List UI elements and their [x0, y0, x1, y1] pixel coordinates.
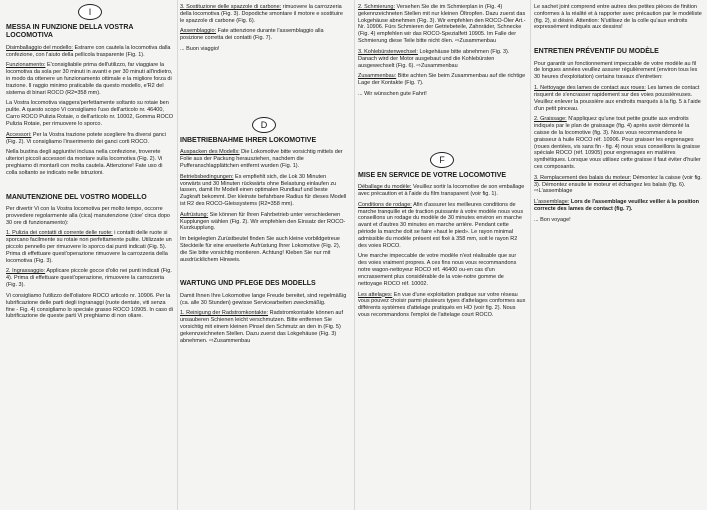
- section-heading: WARTUNG UND PFLEGE DES MODELLS: [180, 280, 316, 288]
- paragraph: Vi consigliamo l'utilizzo dell'oliatore ROCO articolo nr. 10906. Per la lubrificazione delle parti degli ingranaggi (ruote dentate, viti senza fine - Fig. 4) consigliamo lo speciale grasso ROCO 10905. In caso di lubrificazione de queste parti Vi preghiamo di non oliare.: [6, 292, 173, 320]
- paragraph: Une marche impeccable de votre modèle n'est réalisable que sur des voies vraiment propres. A ces fins nous vous recommandons notre wagon-nettoyeur ROCO réf. 46400 ou-en cas d'un encrassement plus considérable de la voie-notre gomme de nettoyage ROCO réf. 10002.: [358, 253, 517, 287]
- section-heading: INBETRIEBNAHME IHRER LOKOMOTIVE: [180, 136, 317, 144]
- paragraph: ... Buon viaggio!: [180, 46, 220, 53]
- paragraph: Auspacken des Modells: Die Lokomotive bitte vorsichtig mittels der Folie aus der Packung herausziehen, nachdem die Pufferanschlagplättchen entfernt wurden (Fig. 1).: [180, 149, 343, 169]
- paragraph: Assemblaggio: Fate attenzione durante l'assemblaggio alla posizione corretta dei contatti (Fig. 7).: [180, 28, 324, 42]
- paragraph: La Vostra locomotiva viaggera'perfettamente soltanto su rotaie ben pulite. A questo scopo Vi consigliamo l'uso dell'articolo nr. 46400, Carro ROCO Pulizia Rotaie, o dell'articolo nr. 10002, Gomma ROCO Pulizia Rotaie, per rimuovere lo sporco.: [6, 100, 174, 127]
- paragraph: L'assemblage: Lors de l'assemblage veuillez veiller à la position correcte des lames de contact (fig. 7).: [534, 199, 699, 213]
- section-heading: ENTRETIEN PRÉVENTIF DU MODÈLE: [534, 48, 659, 56]
- paragraph: Les attelages: En vue d'une exploitation pratique sur votre réseau vous pouvez choisir parmi plusieurs types d'attelages conformes aux différents systèmes d'attelage pratiqués en HO (voir fig. 2). Nous vous recommandons l'emploi de l'attelage court ROCO.: [358, 291, 526, 318]
- language-badge-d: D: [252, 117, 276, 133]
- section-heading: MESSA IN FUNZIONE DELLA VOSTRA LOCOMOTIVA: [6, 24, 134, 40]
- paragraph: ... Bon voyage!: [534, 216, 571, 223]
- paragraph: Damit Ihnen Ihre Lokomotive lange Freude bereitet, sind regelmäßig (ca. alle 30 Stunden) gewisse Servicearbeiten zweckmäßig.: [180, 292, 347, 306]
- paragraph: 3. Remplacement des balais du moteur: Démontez la caisse (voir fig. 3). Démontez ensuite le moteur et échangez les balais (fig. 6). ⇨L'assemblage: [534, 174, 702, 195]
- paragraph: 3. Sostituzione delle spazzole di carbone: rimuovere la carrozzeria della locomotiva (Fig. 3). Dopodiche smontare il motore e sostituire le spazzole di carbone (Fig. 6).: [180, 4, 343, 24]
- column-divider: [177, 0, 178, 510]
- paragraph: 2. Ingrassaggio: Applicare piccole gocce d'olio nei punti indicati (Fig. 4). Prima di effettuare quest'operazione, rimuovere la carrozzeria (Fig. 3).: [6, 268, 172, 289]
- paragraph: Nella bustina degli aggiuntivi inclusa nella confezione, troverete ulteriori piccoli accessori da montare sulla locomotiva (Fig. 2). Vi preghiamo di montarli con molta cautela. Attenzione! Fate uso di colla soltanto se indicato nelle istruzioni.: [6, 149, 163, 176]
- paragraph: Aufrüstung: Sie können für Ihren Fahrbetrieb unter verschiedenen Kupplungen wählen (Fig. 2). Wir empfehlen den Einsatz der ROCO-Kurzkupplung.: [180, 211, 346, 232]
- paragraph: 2. Graissage: N'appliquez qu'une tout petite goutte aux endroits indiqués par le plan de graissage (fig. 4) après avoir démonté la caisse de la locomotive (fig. 3). Nous vous recommandons le graisseur à huile ROCO réf. 10906. Pour graisser les engrenages (roues dentées, vis sans fin - fig. 4) nous vous conseillons la graisse spéciale ROCO (réf. 10905) pour engrenages en matières synthétiques. Lorsque vous utilisez cette graisse il faut éviter d'huiler ces composants.: [534, 116, 701, 171]
- paragraph: Zusammenbau: Bitte achten Sie beim Zusammenbau auf die richtige Lage der Kontakte (Fig. 7).: [358, 73, 526, 87]
- paragraph: Conditions de rodage: Afin d'assurer les meilleures conditions de marche tranquille et de traction puissante à votre modèle nous vous conseillons un rodage du modèle de 30 minutes environ en marche avant et d'autres 30 minutes en marche arrière. Pendant cette période la marche doit se faire «haut le pied». Le rayon minimal admissible du modèle présent est fixé à 358 mm, soit le rayon R2 des voies ROCO.: [358, 201, 524, 249]
- language-badge-i: I: [78, 4, 102, 20]
- paragraph: Accessori: Per la Vostra trazione potete scegliere fra diversi ganci (Fig. 2). Vi consigliamo l'inserimento dei ganci corti ROCO.: [6, 131, 166, 145]
- column-german: [180, 4, 348, 349]
- paragraph: Funzionamento: E'consigliabile prima dell'utilizzo, far viaggiare la locomotiva da sola per 30 minuti in avanti e per 30 minuti all'indietro, in modo da ottenere un funzionamento ottimale e la migliore forza di trazione. Il raggio minimo praticabile da questo modello, e'R2 del sistema di binari ROCO (R2=358 mm).: [6, 62, 173, 96]
- page-fold: [354, 0, 355, 510]
- column-divider: [530, 0, 531, 510]
- paragraph: 1. Pulizia dei contatti di corrente delle ruote: i contatti delle ruote si sporcano facilmente su rotaie non perfettamente pulite. Utilizzate un piccolo pennello per rimuovere lo sporco dai punti indicati (Fig. 5). Prima di effettuare quest'operazione rimuovere la carrozzeria della locomotiva (Fig. 3).: [6, 230, 172, 264]
- column-italian: [6, 4, 174, 324]
- paragraph: Pour garantir un fonctionnement impeccable de votre modèle au fil de longues années veuillez assurer régulièrement (environ tous les 30 heures d'exploitation) certains travaux d'entretien:: [534, 60, 698, 81]
- section-heading: MANUTENZIONE DEL VOSTRO MODELLO: [6, 193, 147, 201]
- paragraph: Betriebsbedingungen: Es empfiehlt sich, die Lok 30 Minuten vorwärts und 30 Minuten rückwärts ohne Belastung einlaufen zu lassen, damit Ihr Modell einen optimalen Rundlauf und beste Zugkraft bekommt. Der kleinste befahrbare Radius für dieses Modell ist R2 des ROCO-Gleissystems (R2=358 mm).: [180, 173, 347, 207]
- paragraph: Déballage du modèle: Veuillez sortir la locomotive de son emballage avec précaution et à l'aide du film transparent (voir fig. 1).: [358, 184, 525, 197]
- paragraph: Le sachet joint comprend entre autres des petites pièces de finition conformes à la réalité et à rapporter avec précaution par le modéliste (fig. 2), si désiré. Attention: N'utilisez de la colle qu'aux endroits expressément indiqués aux dessins!: [534, 4, 702, 31]
- paragraph: Im beigelegten Zurüstbeutel finden Sie auch kleine vorbildgetreue Steckteile für eine erweiterte Aufrüstung Ihrer Lokomotive (Fig. 2), die Sie bitte vorsichtig montieren. Achtung! Kleben Sie nur mit ausdrücklichem Hinweis.: [180, 236, 341, 263]
- language-badge-f: F: [430, 152, 454, 168]
- paragraph: 2. Schmierung: Versehen Sie die im Schmierplan in (Fig. 4) gekennzeichneten Stellen mit nur kleinen Öltropfen. Dazu zuerst das Lokgehäuse abnehmen (Fig. 3). Wir empfehlen den ROCO-Öler Art.-Nr. 10906. Fürs Schmieren der Getriebeteile, Zahnräder, Schnecke (Fig. 4) empfehlen wir das ROCO-Spezialfett 10905. Im Falle der Schmierung diese Teile bitte nicht ölen. ⇨Zusammenbau: [358, 4, 526, 45]
- section-heading: MISE EN SERVICE DE VOTRE LOCOMOTIVE: [358, 171, 507, 179]
- paragraph: 1. Nettoyage des lames de contact aux roues: Les lames de contact risquent de s'encrasser rapidement sur des voies poussiéreuses. Veuillez enlever la poussière aux endroits marqués à la fig. 5 à l'aide d'un petit pinceau.: [534, 85, 701, 112]
- paragraph: 3. Kohlebürstenwechsel: Lokgehäuse bitte abnehmen (Fig. 3). Danach wird der Motor ausgebaut und die Kohlebürsten ausgewechselt (Fig. 6). ⇨Zusammenbau: [358, 48, 510, 69]
- column-french-continued: [534, 4, 702, 228]
- paragraph: Per divertir Vi con la Vostra locomotiva per molto tempo, occorre provvedere regolarmente alla (cica) manutenzione (cioe' circa dopo 30 ore di funzionamento):: [6, 205, 170, 226]
- column-french: [358, 4, 526, 323]
- paragraph: ... Wir wünschen gute Fahrt!: [358, 90, 427, 97]
- paragraph: 1. Reinigung der Radstromkontakte: Radstromkontakte können auf unsauberen Schienen leicht verschmutzen. Bitte entfernen Sie vorsichtig mit einem kleinen Pinsel den Schmutz an den in (Fig. 5) gekennzeichneten Stellen. Dazu zuerst das Lokgehäuse (Fig. 3) abnehmen. ⇨Zusammenbau: [180, 310, 343, 344]
- paragraph: Disimballaggio del modello: Estrarre con cautela la locomotiva dalla confezione, con l'aiuto della pellicola trasparente (Fig. 1).: [6, 44, 171, 58]
